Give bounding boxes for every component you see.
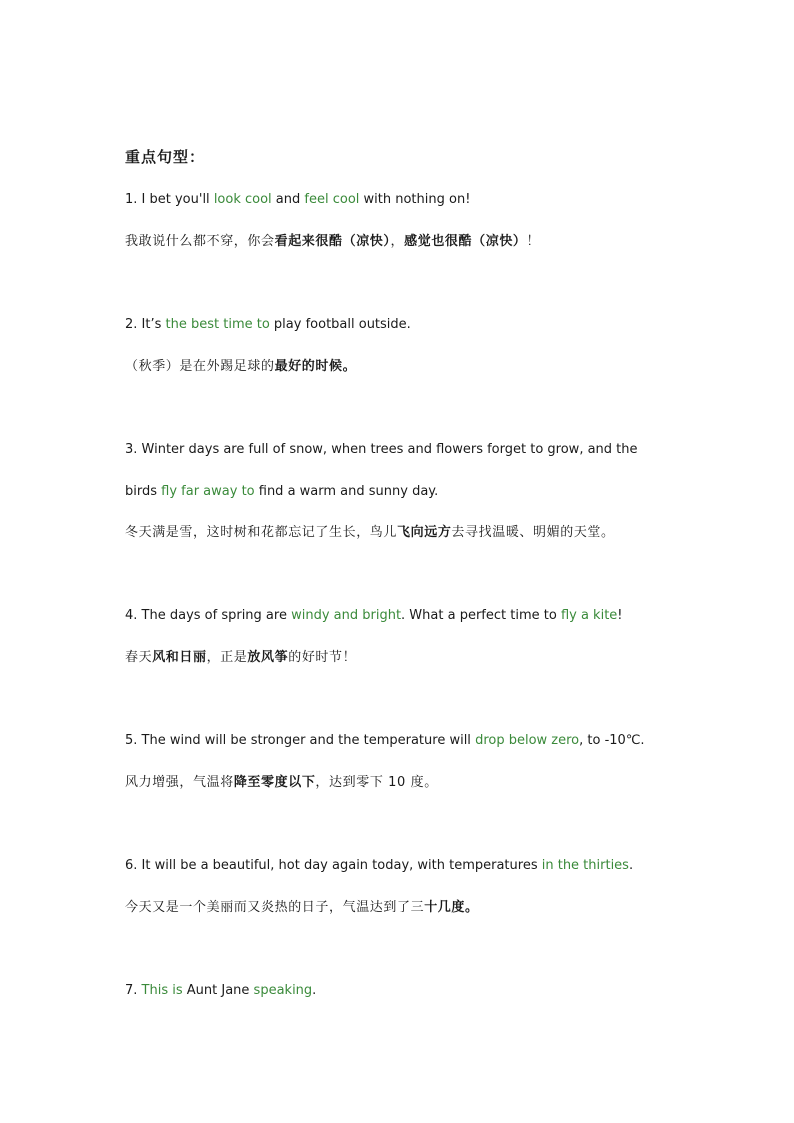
key-phrase-translation: 最好的时候。 — [274, 359, 357, 374]
text-segment: 春天 — [125, 650, 153, 665]
text-segment: 4. The days of spring are — [125, 608, 292, 623]
key-phrase-translation: 飞向远方 — [397, 525, 452, 540]
key-phrase-translation: 看起来很酷（凉快） — [274, 234, 391, 249]
text-segment: 去寻找温暖、明媚的天堂。 — [451, 525, 615, 540]
item-6-english — [125, 857, 633, 875]
key-phrase: the best time to — [165, 317, 270, 332]
text-segment: ! — [617, 608, 623, 623]
key-phrase: fly a kite — [560, 608, 618, 623]
text-segment: 5. The wind will be stronger and the temperature will — [125, 733, 476, 748]
item-1-chinese — [125, 233, 540, 251]
text-segment: . — [312, 983, 317, 998]
key-phrase: fly far away to — [161, 484, 255, 499]
text-segment: （秋季）是在外踢足球的 — [125, 359, 275, 374]
key-phrase-translation: 十几度。 — [424, 900, 479, 915]
key-phrase: in the thirties — [541, 858, 629, 873]
key-phrase: windy and bright — [291, 608, 402, 623]
key-phrase-translation: 感觉也很酷（凉快） — [404, 234, 527, 249]
item-7-english — [125, 982, 316, 1000]
key-phrase-translation: 降至零度以下 — [233, 775, 316, 790]
text-segment: ，正是 — [206, 650, 248, 665]
item-2-chinese — [125, 358, 356, 376]
item-5-chinese — [125, 774, 438, 792]
text-segment: 6. It will be a beautiful, hot day again today, with temperatures — [125, 858, 542, 873]
text-segment: 2. It’s — [125, 317, 166, 332]
item-1-english — [125, 191, 470, 209]
text-segment: Aunt Jane — [182, 983, 254, 998]
key-phrase: look cool — [213, 192, 272, 207]
key-phrase: speaking — [253, 983, 313, 998]
item-2-english — [125, 316, 411, 334]
item-5-english — [125, 732, 645, 750]
text-segment: 我敢说什么都不穿，你会 — [125, 234, 275, 249]
text-segment: ！ — [526, 234, 541, 249]
text-segment: with nothing on! — [359, 192, 471, 207]
item-3-english-line1 — [125, 441, 638, 459]
item-3-chinese — [125, 524, 615, 542]
text-segment: 今天又是一个美丽而又炎热的日子，气温达到了三 — [125, 900, 425, 915]
text-segment: ，达到零下 10 度。 — [315, 775, 438, 790]
section-heading: 重点句型： — [125, 148, 206, 166]
text-segment: 1. I bet you'll — [125, 192, 214, 207]
item-6-chinese — [125, 899, 479, 917]
text-segment: and — [271, 192, 305, 207]
item-3-english-line2 — [125, 483, 438, 501]
text-segment: find a warm and sunny day. — [254, 484, 439, 499]
key-phrase: This is — [141, 983, 183, 998]
text-segment: play football outside. — [269, 317, 411, 332]
text-segment: . — [628, 858, 634, 873]
key-phrase-translation: 放风筝 — [247, 650, 289, 665]
key-phrase-translation: 风和日丽 — [152, 650, 207, 665]
text-segment: 风力增强，气温将 — [125, 775, 234, 790]
text-segment: 3. Winter days are full of snow, when trees and flowers forget to grow, and the — [125, 442, 638, 457]
text-segment: 的好时节！ — [288, 650, 357, 665]
text-segment: 冬天满是雪，这时树和花都忘记了生长，鸟儿 — [125, 525, 398, 540]
text-segment: ， — [390, 234, 405, 249]
text-segment: 7. — [125, 983, 142, 998]
text-segment: . What a perfect time to — [401, 608, 561, 623]
text-segment: , to -10℃. — [579, 733, 645, 748]
key-phrase: feel cool — [304, 192, 360, 207]
item-4-chinese — [125, 649, 356, 667]
item-4-english — [125, 607, 623, 625]
text-segment: birds — [125, 484, 162, 499]
key-phrase: drop below zero — [475, 733, 580, 748]
